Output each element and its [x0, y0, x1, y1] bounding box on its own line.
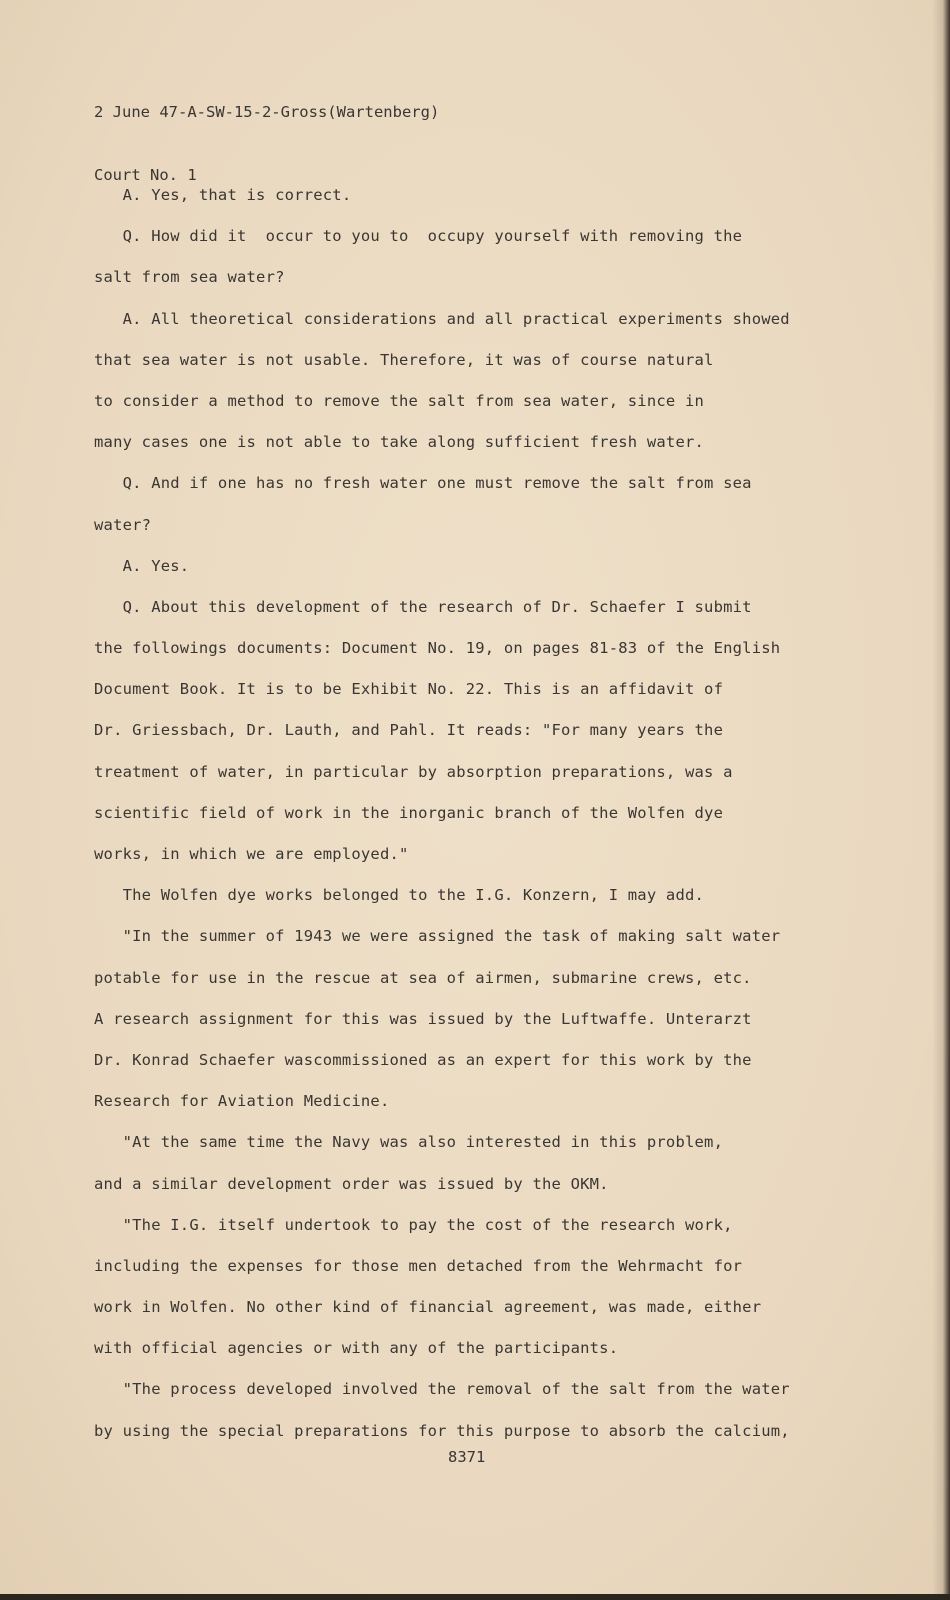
text-line: that sea water is not usable. Therefore, it was of course natural — [94, 350, 714, 369]
page-bottom-edge — [0, 1594, 950, 1600]
text-line: A research assignment for this was issued by the Luftwaffe. Unterarzt — [94, 1009, 752, 1028]
text-line: "The I.G. itself undertook to pay the cost of the research work, — [94, 1215, 733, 1234]
text-line: Q. And if one has no fresh water one must remove the salt from sea — [94, 474, 752, 493]
text-line: "At the same time the Navy was also interested in this problem, — [94, 1133, 724, 1152]
text-line: salt from sea water? — [94, 268, 285, 287]
text-line: A. All theoretical considerations and all practical experiments showed — [94, 309, 790, 328]
text-line: works, in which we are employed." — [94, 845, 409, 863]
text-line: A. Yes, that is correct. — [94, 186, 352, 204]
text-line: Dr. Griessbach, Dr. Lauth, and Pahl. It reads: "For many years the — [94, 721, 724, 740]
text-line: and a similar development order was issued by the OKM. — [94, 1174, 609, 1193]
header-case-line: 2 June 47-A-SW-15-2-Gross(Wartenberg) — [94, 103, 440, 121]
text-line: Dr. Konrad Schaefer wascommissioned as an expert for this work by the — [94, 1050, 752, 1069]
text-line: "The process developed involved the removal of the salt from the water — [94, 1380, 790, 1399]
text-line: Q. How did it occur to you to occupy yourself with removing the — [94, 227, 743, 246]
transcript-body — [94, 180, 854, 1457]
text-line: A. Yes. — [94, 556, 190, 575]
text-line: The Wolfen dye works belonged to the I.G. Konzern, I may add. — [94, 886, 705, 905]
text-line: potable for use in the rescue at sea of airmen, submarine crews, etc. — [94, 968, 752, 987]
text-line: work in Wolfen. No other kind of financial agreement, was made, either — [94, 1298, 762, 1317]
text-line: with official agencies or with any of the participants. — [94, 1339, 619, 1358]
text-line: including the expenses for those men detached from the Wehrmacht for — [94, 1256, 743, 1275]
text-line: to consider a method to remove the salt from sea water, since in — [94, 391, 705, 410]
header-court-line: Court No. 1 — [94, 166, 197, 184]
text-line: treatment of water, in particular by absorption preparations, was a — [94, 762, 733, 781]
text-line: the followings documents: Document No. 19, on pages 81-83 of the English — [94, 639, 781, 658]
text-line: water? — [94, 515, 152, 534]
text-line: scientific field of work in the inorganic branch of the Wolfen dye — [94, 803, 724, 822]
text-line: Document Book. It is to be Exhibit No. 22. This is an affidavit of — [94, 680, 724, 699]
text-line: Q. About this development of the research of Dr. Schaefer I submit — [94, 597, 752, 616]
text-line: by using the special preparations for this purpose to absorb the calcium, — [94, 1421, 790, 1440]
text-line: Research for Aviation Medicine. — [94, 1092, 390, 1111]
page-number: 8371 — [448, 1448, 486, 1466]
text-line: "In the summer of 1943 we were assigned the task of making salt water — [94, 927, 781, 946]
text-line: many cases one is not able to take along sufficient fresh water. — [94, 433, 705, 452]
page-edge-shadow — [932, 0, 950, 1600]
